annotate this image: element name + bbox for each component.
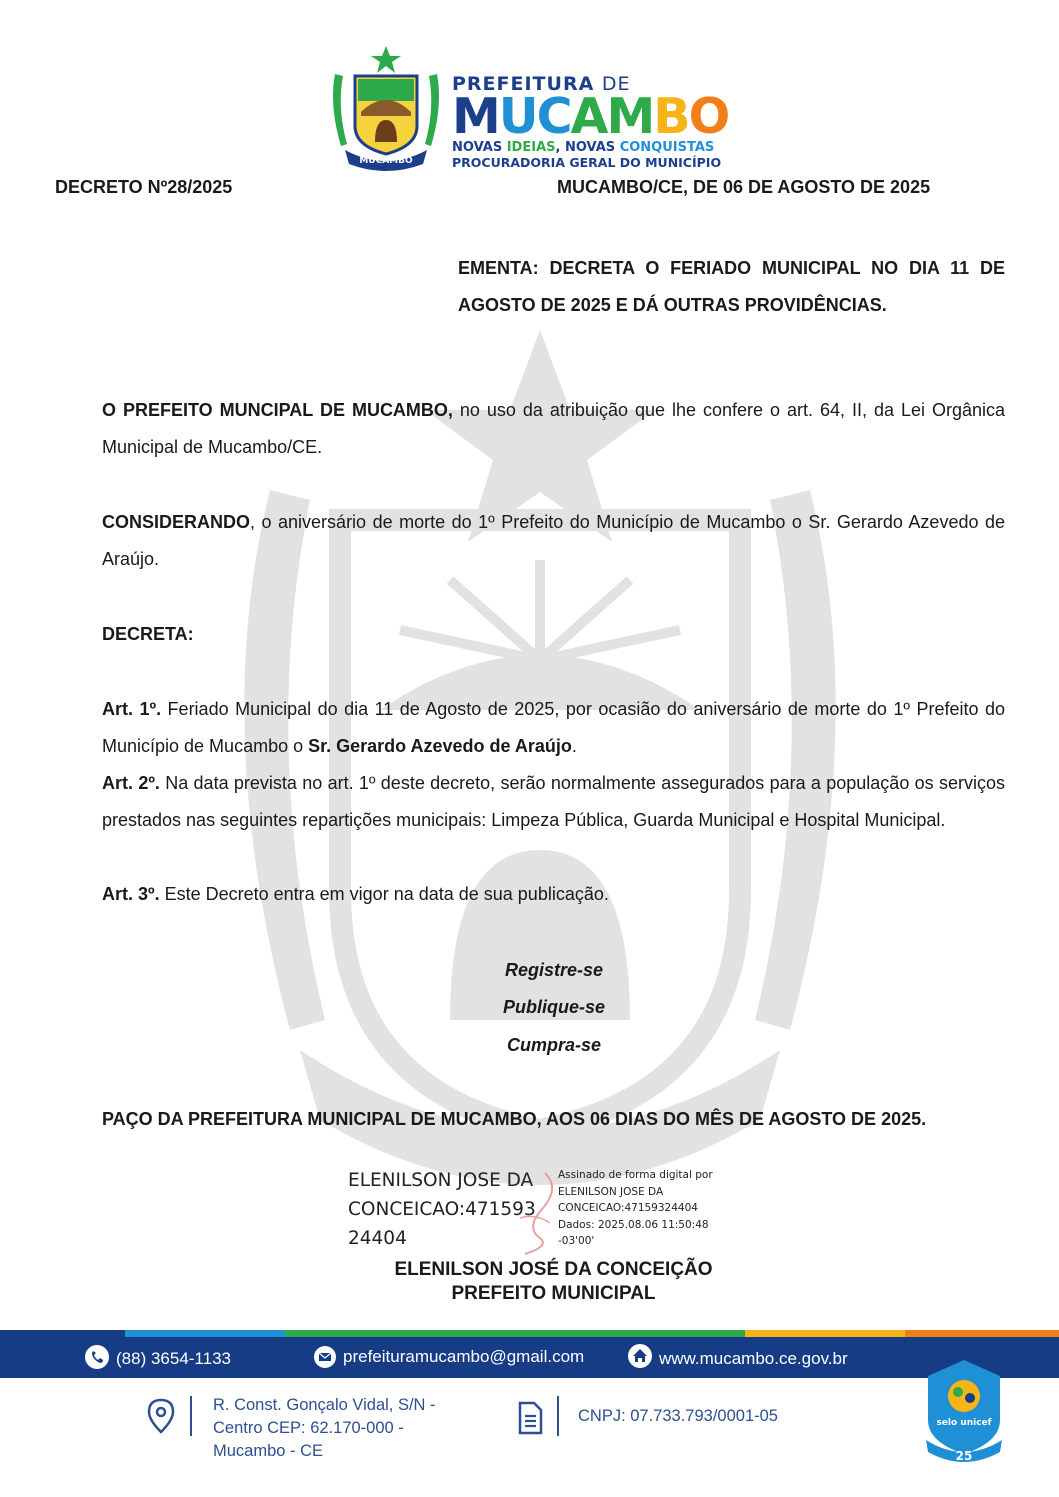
footer-email[interactable]: prefeituramucambo@gmail.com: [343, 1347, 585, 1366]
signer-role: PREFEITO MUNICIPAL: [451, 1283, 656, 1304]
footer-website[interactable]: www.mucambo.ce.gov.br: [659, 1349, 848, 1368]
considerando-bold: CONSIDERANDO: [102, 512, 251, 532]
digital-signature-info: [558, 1167, 748, 1250]
logo-mucambo-letters: [452, 88, 729, 145]
logo-mucambo: [452, 88, 742, 145]
footer-cnpj: CNPJ: 07.733.793/0001-05: [578, 1407, 778, 1425]
footer-stripe: [125, 1330, 285, 1337]
logo-procuradoria: PROCURADORIA GERAL DO MUNICÍPIO: [452, 155, 722, 170]
footer-stripe: [285, 1330, 745, 1337]
article-bold-name: Sr. Gerardo Azevedo de Araújo: [308, 736, 572, 756]
preamble-text: no uso da atribuição que lhe confere o art. 64, II, da Lei Orgânica Municipal de Mucambo/CE.: [102, 400, 1005, 457]
article-3: [102, 876, 1005, 913]
document-icon: [516, 1401, 544, 1435]
signer-name: ELENILSON JOSÉ DA CONCEIÇÃO: [394, 1259, 713, 1280]
signature-info-line: ELENILSON JOSE DA: [558, 1185, 664, 1198]
considerando-text: , o aniversário de morte do 1º Prefeito do Município de Mucambo o Sr. Gerardo Azevedo de Araújo.: [102, 512, 1005, 569]
signature-info-line: Dados: 2025.08.06 11:50:48: [558, 1218, 709, 1231]
seal-text: selo unicef: [936, 1418, 992, 1428]
place-date: MUCAMBO/CE, DE 06 DE AGOSTO DE 2025: [557, 177, 931, 197]
footer-address: [213, 1394, 436, 1463]
signature-scribble-icon: [505, 1168, 565, 1258]
article-label: Art. 2º.: [102, 773, 160, 793]
signature-info-line: CONCEICAO:47159324404: [558, 1202, 698, 1214]
slogan-part: CONQUISTAS: [619, 140, 715, 155]
unicef-seal-icon: [916, 1356, 1012, 1468]
article-label: Art. 1º.: [102, 699, 162, 719]
signature-info-line: Assinado de forma digital por: [558, 1169, 713, 1181]
address-line: Mucambo - CE: [213, 1442, 324, 1460]
municipal-crest-logo: [327, 46, 445, 172]
logo-prefeitura-word: PREFEITURA: [452, 73, 595, 95]
footer-divider: [190, 1396, 192, 1436]
paco-paragraph: PAÇO DA PREFEITURA MUNICIPAL DE MUCAMBO, AOS 06 DIAS DO MÊS DE AGOSTO DE 2025.: [102, 1109, 927, 1129]
logo-letter: M: [452, 88, 499, 145]
signature-info-line: -03'00': [558, 1235, 595, 1247]
footer-stripe: [0, 1330, 125, 1337]
footer-stripe: [745, 1330, 905, 1337]
article-end: .: [571, 736, 577, 756]
article-2: [102, 765, 1005, 839]
article-label: Art. 3º.: [102, 884, 160, 904]
preamble-paragraph: [102, 392, 1005, 466]
footer-stripe: [905, 1330, 1059, 1337]
phone-icon: [85, 1345, 109, 1369]
location-pin-icon: [147, 1398, 175, 1434]
logo-de-word: DE: [601, 73, 631, 95]
address-line: Centro CEP: 62.170-000 -: [213, 1419, 404, 1437]
closing-registre: Registre-se: [504, 960, 604, 980]
article-text: Na data prevista no art. 1º deste decreto, serão normalmente assegurados para a população os serviços prestados nas seguintes repartições municipais: Limpeza Pública, Guarda Municipal e Hospital Municipal.: [102, 773, 1005, 830]
slogan-part: IDEIAS: [506, 140, 556, 155]
crest-ribbon-text: MUCAMBO: [359, 156, 413, 166]
decreta-heading: DECRETA:: [102, 624, 194, 644]
closing-cumpra: Cumpra-se: [506, 1035, 602, 1055]
prefeitura-logo-text: [452, 74, 742, 170]
address-line: R. Const. Gonçalo Vidal, S/N -: [213, 1396, 436, 1414]
footer-divider: [557, 1396, 559, 1436]
logo-letter: M: [606, 88, 654, 145]
home-icon: [628, 1344, 652, 1368]
logo-slogan: [452, 140, 742, 155]
logo-letter: U: [498, 88, 537, 145]
logo-letter: A: [570, 88, 607, 145]
logo-letter: O: [688, 88, 729, 145]
email-icon: [314, 1346, 336, 1368]
article-1: [102, 691, 1005, 765]
signature-name-line: 24404: [348, 1228, 407, 1249]
article-text: Este Decreto entra em vigor na data de sua publicação.: [159, 884, 609, 904]
article-text: Feriado Municipal do dia 11 de Agosto de 2025, por ocasião do aniversário de morte do 1º Prefeito do Município de Mucambo o: [102, 699, 1005, 756]
signature-name-line: CONCEICAO:471593: [348, 1199, 536, 1220]
preamble-bold: O PREFEITO MUNCIPAL DE MUCAMBO,: [102, 400, 453, 420]
footer-phone[interactable]: (88) 3654-1133: [116, 1349, 231, 1368]
signature-name-line: ELENILSON JOSE DA: [348, 1170, 534, 1191]
seal-number: 25: [955, 1449, 973, 1463]
logo-letter: B: [653, 88, 689, 145]
ementa: EMENTA: DECRETA O FERIADO MUNICIPAL NO DIA 11 DE AGOSTO DE 2025 E DÁ OUTRAS PROVIDÊNCIAS.: [458, 258, 1005, 315]
logo-letter: C: [536, 88, 571, 145]
slogan-part: NOVAS: [452, 140, 507, 155]
considerando-paragraph: [102, 504, 1005, 578]
decree-number: DECRETO Nº28/2025: [55, 177, 233, 197]
slogan-part: , NOVAS: [555, 140, 620, 155]
closing-publique: Publique-se: [502, 997, 605, 1017]
